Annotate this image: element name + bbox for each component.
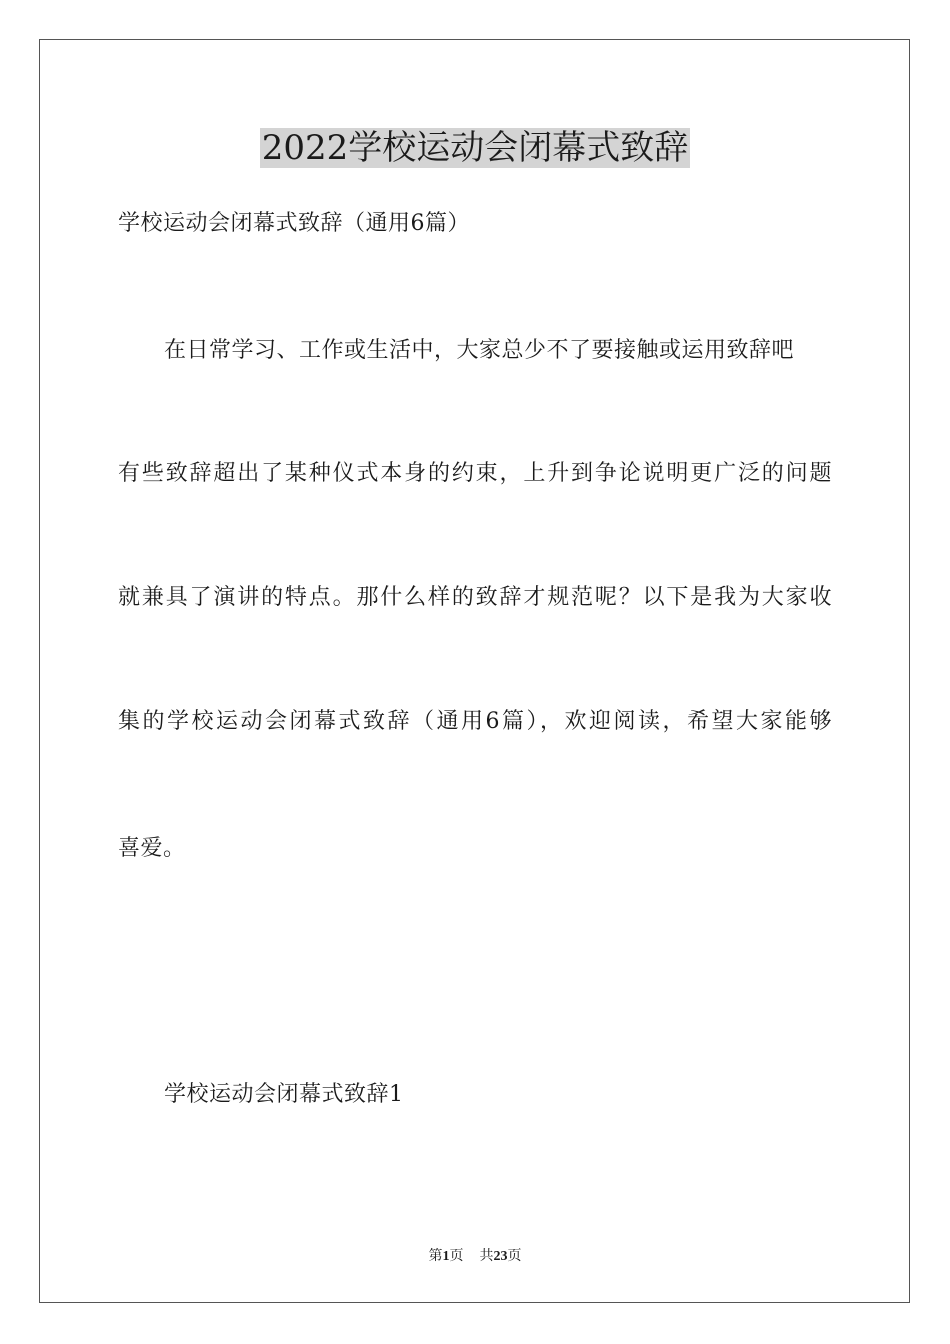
intro-line-1: 在日常学习、工作或生活中，大家总少不了要接触或运用致辞吧 <box>164 338 795 363</box>
intro-line-3: 就兼具了演讲的特点。那什么样的致辞才规范呢？以下是我为大家收 <box>118 585 832 610</box>
footer-page-suffix: 页 <box>449 1249 464 1264</box>
footer-page-current: 1 <box>442 1249 450 1264</box>
intro-line-4: 集的学校运动会闭幕式致辞（通用6篇），欢迎阅读，希望大家能够 <box>118 709 832 734</box>
section-heading: 学校运动会闭幕式致辞1 <box>164 1082 404 1107</box>
page-footer <box>0 1248 950 1266</box>
footer-total-prefix: 共 <box>479 1249 494 1264</box>
document-subtitle: 学校运动会闭幕式致辞（通用6篇） <box>118 211 470 236</box>
intro-line-5: 喜爱。 <box>118 836 186 861</box>
document-title <box>0 126 950 170</box>
footer-total-pages: 23 <box>493 1249 508 1264</box>
footer-page-prefix: 第 <box>428 1249 443 1264</box>
intro-line-2: 有些致辞超出了某种仪式本身的约束，上升到争论说明更广泛的问题 <box>118 461 832 486</box>
footer-total-suffix: 页 <box>507 1249 522 1264</box>
document-title-text: 2022学校运动会闭幕式致辞 <box>261 128 689 168</box>
